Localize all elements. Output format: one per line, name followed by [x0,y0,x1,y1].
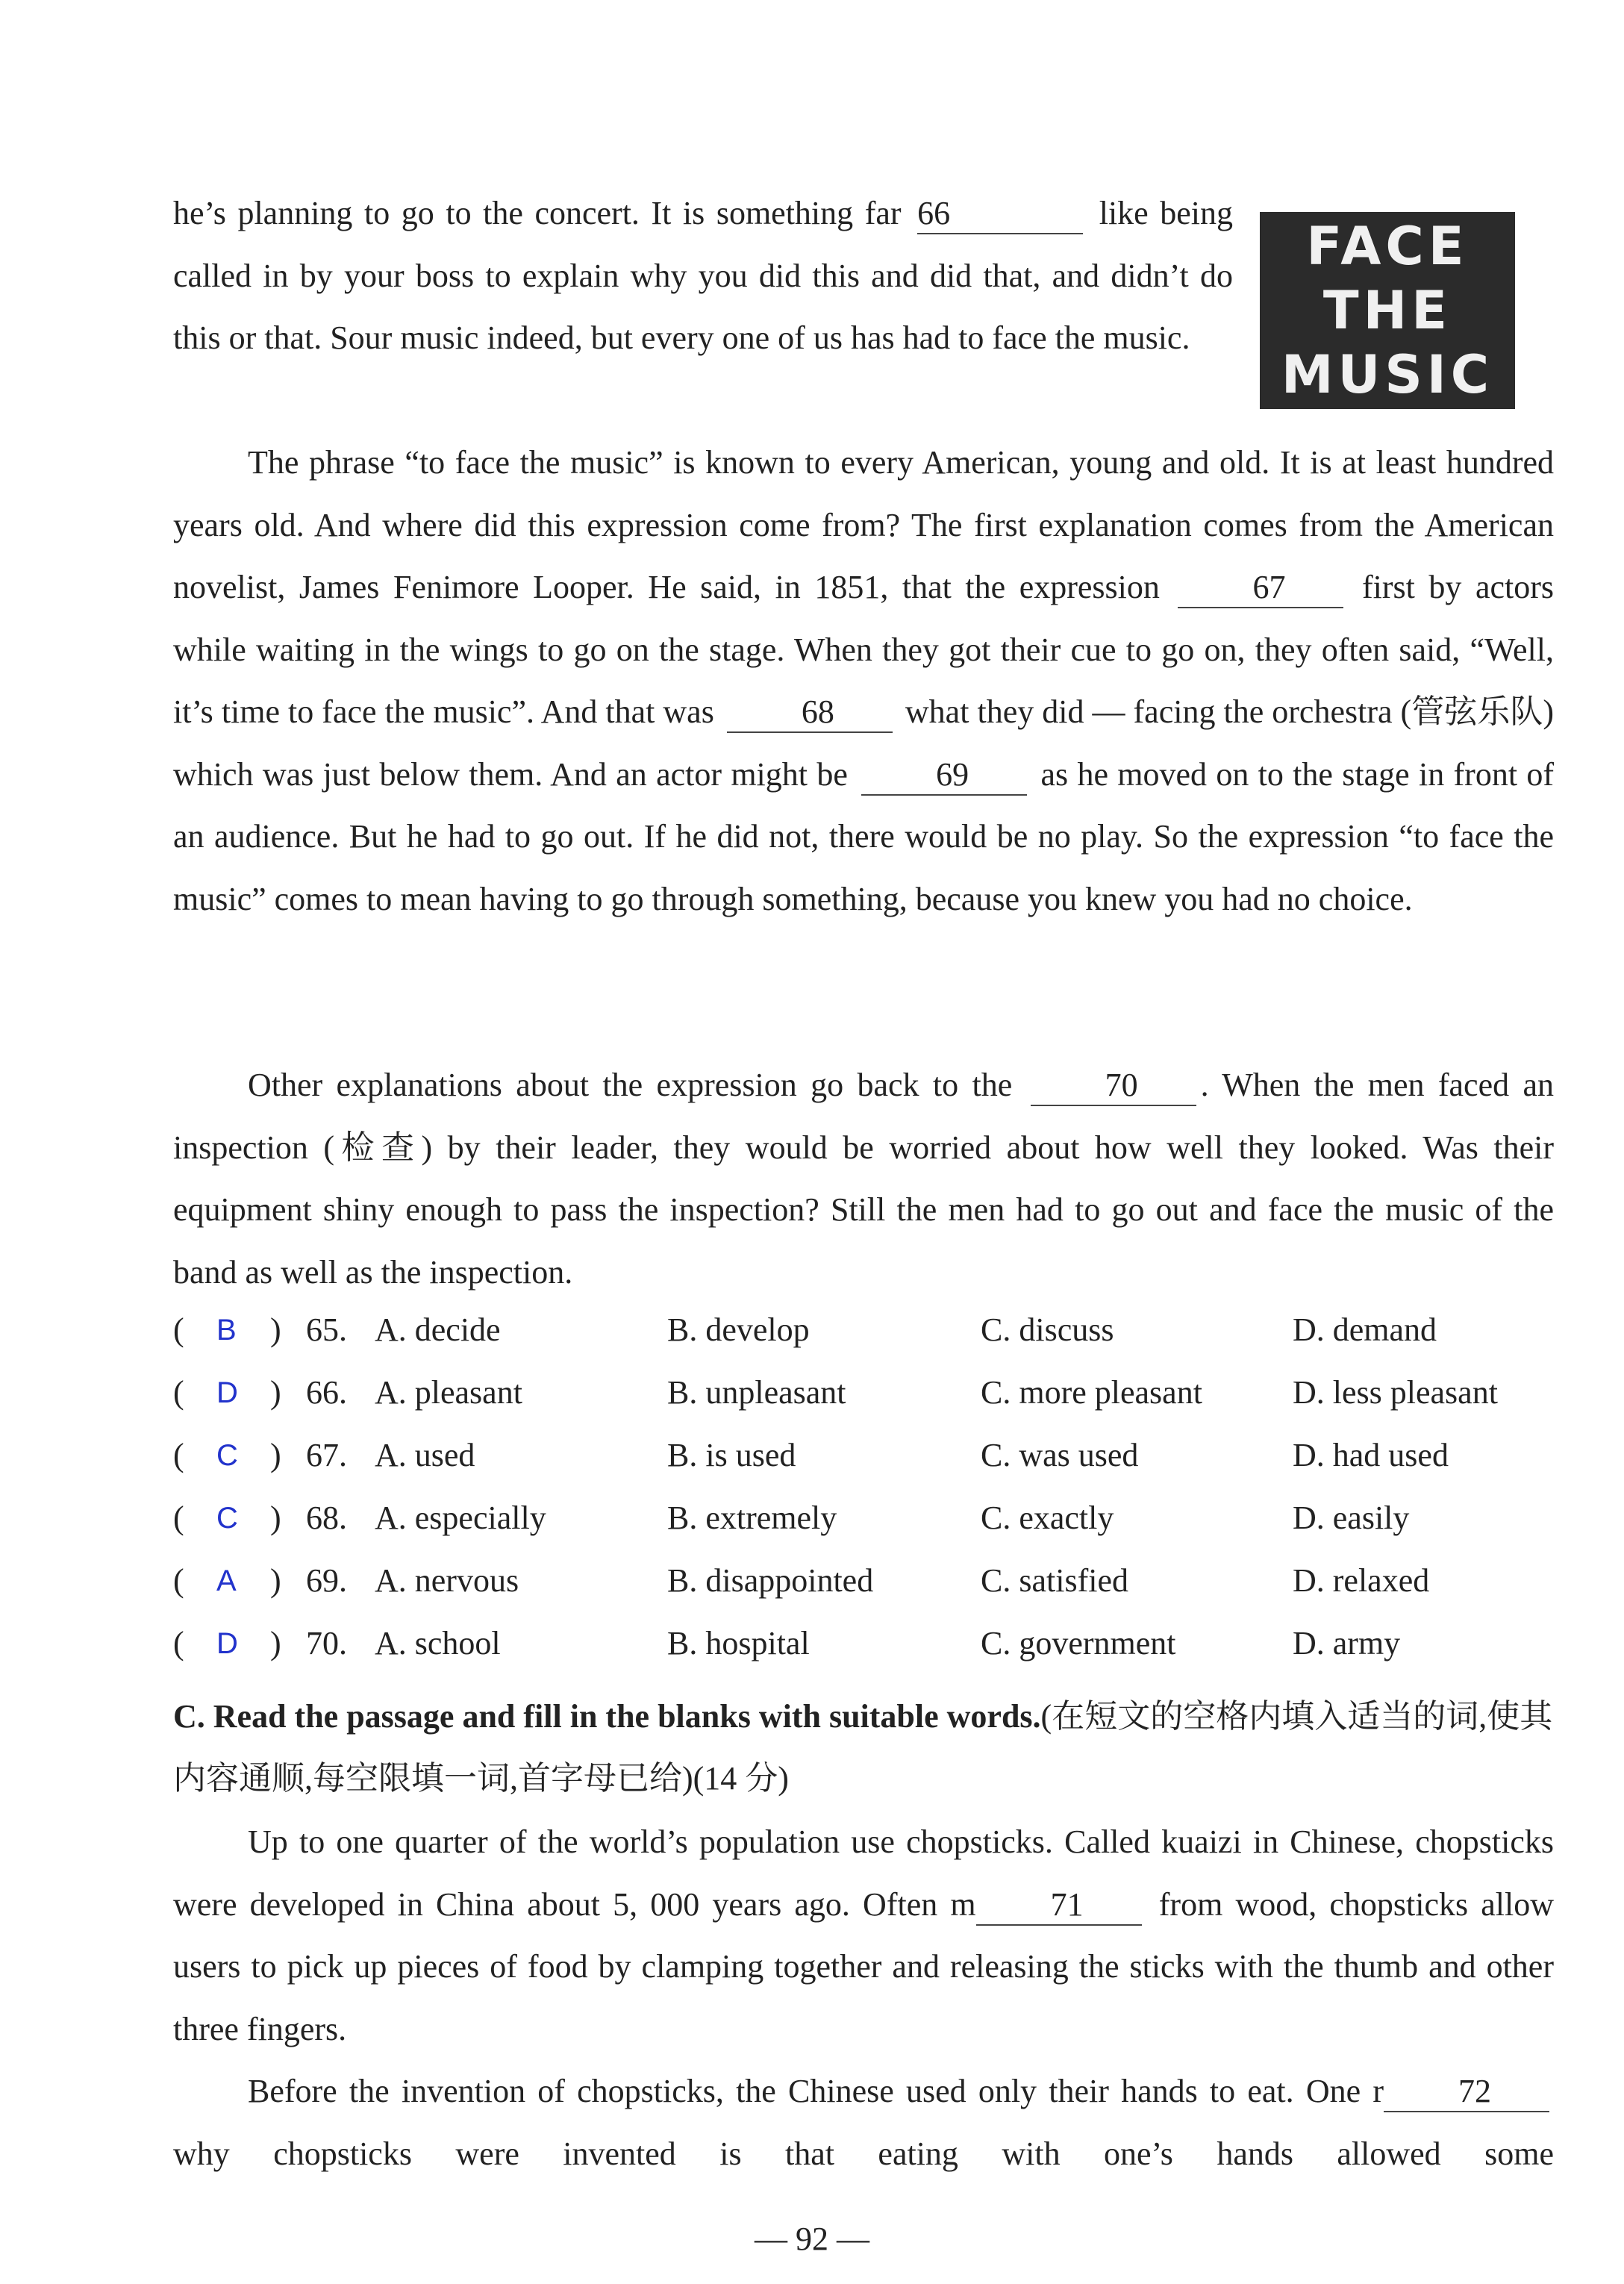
section-c-title: Read the passage and fill in the blanks with suitable words. [213,1698,1041,1735]
option-a: A. school [375,1625,501,1661]
question-number: 66. [306,1374,347,1411]
passage-text: first by actors while waiting in the wings to go on the stage. When they got their cue to go on, they often said, “Well, it’s time to face the music”. And that was [173,569,1555,730]
option-a: A. especially [375,1500,546,1536]
option-a: A. decide [375,1311,501,1348]
paren-open: ( [173,1311,184,1348]
option-b: B. is used [667,1437,796,1473]
answer-66: D [216,1376,238,1409]
blank-67: 67 [1178,568,1343,608]
face-the-music-image [1260,212,1515,409]
question-number: 67. [306,1437,347,1473]
option-c: C. discuss [981,1311,1114,1348]
option-d: D. demand [1293,1311,1437,1348]
image-line-face: FACE [1306,216,1469,277]
option-b: B. disappointed [667,1562,874,1599]
option-d: D. had used [1293,1437,1449,1473]
question-number: 69. [306,1562,347,1599]
image-line-the: THE [1322,280,1452,341]
paren-open: ( [173,1625,184,1661]
option-b: B. unpleasant [667,1374,846,1411]
blank-72: 72 [1384,2072,1549,2112]
paren-close: ) [270,1437,281,1473]
passage-text: he’s planning to go to the concert. It is something far [173,195,902,231]
option-row-68 [173,1499,1554,1544]
passage-text: like being called in by your boss to explain why you did this and did that, and didn’t do this or that. Sour music indeed, but every one of us has had to face the music. [173,195,1234,356]
passage-text: why chopsticks were invented is that eating with one’s hands allowed some [173,2135,1554,2172]
paren-open: ( [173,1562,184,1599]
option-row-65 [173,1311,1554,1355]
passage-text: from wood, chopsticks allow users to pick up pieces of food by clamping together and releasing the sticks with the thumb and other three fingers. [173,1885,1555,2047]
passage-c-paragraph-1 [173,1811,1554,2060]
option-d: D. relaxed [1293,1562,1430,1599]
paren-close: ) [270,1311,281,1348]
passage-text: . When the men faced an inspection (检查) by their leader, they would be worried about how well they looked. Was their equipment shiny enough to pass the inspection? Still the men had to go out and face the music of the band as well as the inspection. [173,1067,1555,1291]
passage-b-paragraph-2 [173,431,1554,930]
question-number: 65. [306,1311,347,1348]
option-row-66 [173,1373,1554,1418]
blank-68: 68 [727,693,893,733]
option-a: A. nervous [375,1562,519,1599]
answer-69: A [216,1564,237,1597]
paren-open: ( [173,1374,184,1411]
answer-65: B [216,1314,237,1347]
paren-open: ( [173,1500,184,1536]
section-c-label: C. [173,1698,205,1735]
option-c: C. exactly [981,1500,1114,1536]
answer-70: D [216,1627,238,1660]
option-b: B. extremely [667,1500,837,1536]
passage-b-paragraph-1 [173,182,1233,369]
option-d: D. easily [1293,1500,1410,1536]
blank-71: 71 [976,1885,1142,1926]
paren-close: ) [270,1625,281,1661]
passage-text: as he moved on to the stage in front of an audience. But he had to go out. If he did not, there would be no play. So the expression “to face the music” comes to mean having to go through something, because you knew you had no choice. [173,755,1555,917]
image-line-music: MUSIC [1281,344,1494,405]
section-c-instructions: (在短文的空格内填入适当的词,使其内容通顺,每空限填一词,首字母已给)(14 分) [173,1698,1553,1797]
option-a: A. used [375,1437,475,1473]
option-b: B. hospital [667,1625,810,1661]
passage-text: The phrase “to face the music” is known to every American, young and old. It is at least hundred years old. And where did this expression come from? The first explanation comes from the American novelist, James Fenimore Looper. He said, in 1851, that the expression [173,444,1554,605]
passage-text: what they did — facing the orchestra (管弦乐队) which was just below them. And an actor might be [173,693,1554,793]
blank-66: 66 [917,194,1083,234]
blank-69: 69 [861,755,1027,796]
passage-text: Other explanations about the expression go back to the [248,1067,1013,1103]
option-b: B. develop [667,1311,810,1348]
option-row-67 [173,1436,1554,1481]
passage-c-paragraph-2 [173,2060,1554,2185]
section-c-heading [173,1685,1554,1809]
option-c: C. satisfied [981,1562,1128,1599]
option-c: C. more pleasant [981,1374,1202,1411]
option-row-70 [173,1624,1554,1669]
paren-open: ( [173,1437,184,1473]
option-d: D. army [1293,1625,1401,1661]
page-number: — 92 — [755,2221,869,2257]
passage-text: Before the invention of chopsticks, the Chinese used only their hands to eat. One r [248,2073,1384,2109]
option-c: C. was used [981,1437,1139,1473]
answer-67: C [216,1439,238,1472]
blank-70: 70 [1031,1066,1196,1106]
question-number: 68. [306,1500,347,1536]
passage-b-paragraph-3 [173,1054,1554,1303]
paren-close: ) [270,1500,281,1536]
paren-close: ) [270,1562,281,1599]
paren-close: ) [270,1374,281,1411]
option-c: C. government [981,1625,1176,1661]
option-row-69 [173,1561,1554,1606]
option-d: D. less pleasant [1293,1374,1498,1411]
question-number: 70. [306,1625,347,1661]
option-a: A. pleasant [375,1374,522,1411]
passage-text: Up to one quarter of the world’s population use chopsticks. Called kuaizi in Chinese, chopsticks were developed in China about 5, 000 years ago. Often m [173,1823,1554,1923]
answer-68: C [216,1502,238,1535]
